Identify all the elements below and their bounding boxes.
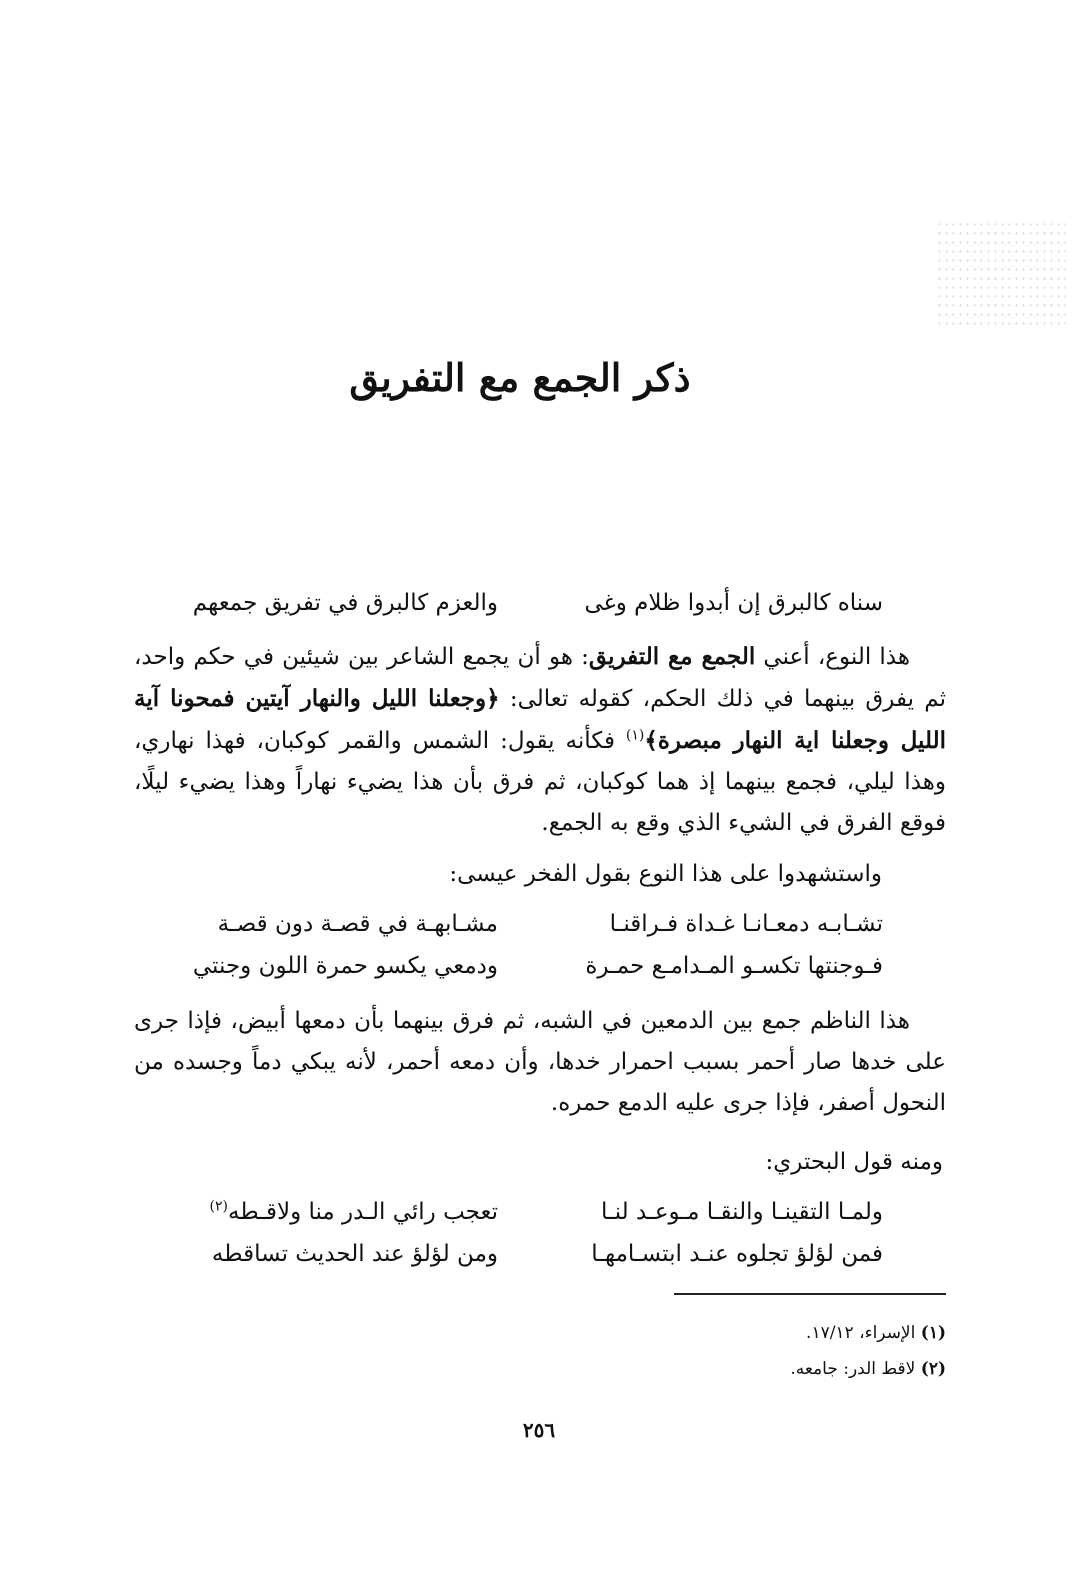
- footnote-ref-2: (٢): [209, 1198, 229, 1215]
- opening-verse: [163, 583, 883, 623]
- footnote-text: لاقط الدر: جامعه.: [790, 1359, 921, 1379]
- footnote-1: [806, 1320, 946, 1346]
- para1-term: الجمع مع التفريق: [588, 643, 756, 670]
- page-number: ٢٥٦: [522, 1418, 556, 1442]
- footnote-number: (١): [920, 1323, 946, 1343]
- intro-buhturi: ومنه قول البحتري:: [765, 1149, 943, 1175]
- verse-line: [163, 1192, 883, 1232]
- hemistich-text: تعجب رائي الـدر منا ولاقـطه: [228, 1199, 498, 1225]
- footnote-divider: [674, 1293, 946, 1295]
- para1-rest: فكأنه يقول: الشمس والقمر كوكبان، فهذا نهاري، وهذا ليلي، فجمع بينهما إذ هما كوكبان، ثم فرق بأن هذا يضيء نهاراً وهذا يضيء ليلًا، فوقع الفرق في الشيء الذي وقع به الجمع.: [134, 728, 946, 836]
- verse-second-hemistich: ودمعي يكسو حمرة اللون وجنتي: [192, 953, 498, 979]
- verse-first-hemistich: تشـابـه دمعـانـا غـداة فـراقنـا: [609, 911, 883, 937]
- footnote-text: الإسراء، ١٧/١٢.: [806, 1323, 921, 1343]
- verse-second-hemistich: مشـابهـة في قصـة دون قصـة: [217, 911, 498, 937]
- para1-after-term: : هو أن يجمع الشاعر بين شيئين في حكم واحد، ثم يفرق بينهما في ذلك الحكم، كقوله تعالى:: [134, 644, 946, 712]
- footnote-ref-1: (١): [625, 727, 645, 744]
- scan-speckle: [936, 220, 1066, 330]
- paragraph-commentary: [134, 1001, 946, 1124]
- verse-first-hemistich: فـوجنتها تكسـو المـدامـع حمـرة: [585, 953, 883, 979]
- verse-line: [163, 904, 883, 944]
- footnote-number: (٢): [920, 1359, 946, 1379]
- paragraph-definition: [134, 636, 946, 844]
- verse-line: [163, 946, 883, 986]
- verse-first-hemistich: ولمـا التقينـا والنقـا مـوعـد لنـا: [601, 1199, 883, 1225]
- chapter-title: ذكر الجمع مع التفريق: [349, 355, 691, 400]
- verse-first-hemistich: سناه كالبرق إن أبدوا ظلام وغى: [584, 590, 883, 616]
- verse-second-hemistich: ومن لؤلؤ عند الحديث تساقطه: [211, 1241, 498, 1267]
- para2-text: هذا الناظم جمع بين الدمعين في الشبه، ثم فرق بينهما بأن دمعها أبيض، فإذا جرى على خدها صار أحمر بسبب احمرار خدها، وأن دمعه أحمر، لأنه يبكي دماً وجسده من النحول أصفر، فإذا جرى عليه الدمع حمره.: [134, 1008, 946, 1116]
- verse-second-hemistich: [168, 1192, 498, 1232]
- para1-quran-quote: ﴿وجعلنا الليل والنهار آيتين فمحونا آية الليل وجعلنا اية النهار مبصرة﴾: [134, 685, 946, 754]
- intro-fakhr-isa: واستشهدوا على هذا النوع بقول الفخر عيسى:: [449, 861, 882, 887]
- footnote-2: [790, 1356, 946, 1382]
- verse-line: [163, 1234, 883, 1274]
- verse-second-hemistich: والعزم كالبرق في تفريق جمعهم: [192, 590, 498, 616]
- para1-lead: هذا النوع، أعني: [755, 644, 910, 670]
- verse-first-hemistich: فمن لؤلؤ تجلوه عنـد ابتسـامهـا: [591, 1241, 883, 1267]
